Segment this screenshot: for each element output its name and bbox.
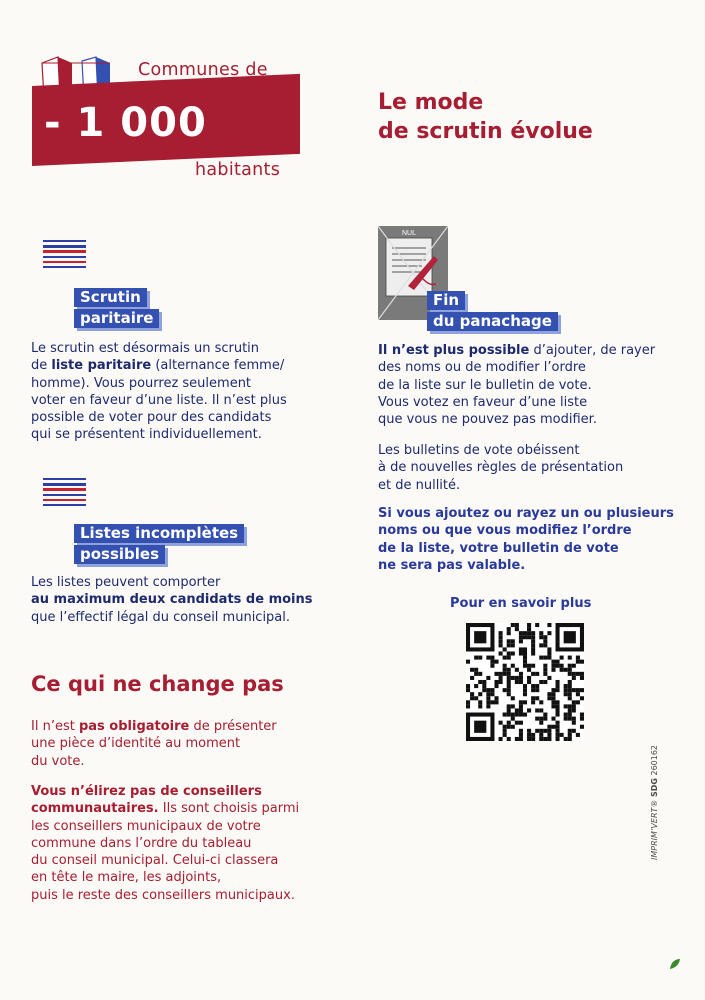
page-title	[378, 88, 678, 146]
page-title-line1: Le mode	[378, 90, 484, 115]
text-line: qui se présentent individuellement.	[31, 427, 262, 443]
section-title-unchanged: Ce qui ne change pas	[31, 672, 284, 696]
text-line: les conseillers municipaux de votre	[31, 818, 261, 834]
text-line: voter en faveur d’une liste. Il n’est plus	[31, 392, 287, 408]
header-top-label: Communes de	[138, 60, 268, 80]
text-line: du conseil municipal. Celui-ci classera	[31, 853, 279, 869]
tag-listes-incompletes	[74, 524, 244, 566]
header-number: - 1 000	[44, 100, 207, 146]
text-line: de liste paritaire (alternance femme/	[31, 358, 285, 374]
text-line: Il n’est pas obligatoire de présenter	[31, 719, 277, 734]
text-line: de la liste sur le bulletin de vote.	[378, 377, 592, 393]
paragraph-bulletins	[378, 442, 678, 494]
text-line: possible de voter pour des candidats	[31, 410, 272, 426]
text-line: puis le reste des conseillers municipaux.	[31, 887, 295, 903]
text-line: que vous ne pouvez pas modifier.	[378, 412, 597, 428]
text-line: ne sera pas valable.	[378, 557, 526, 573]
text-line: Les listes peuvent comporter	[31, 575, 221, 590]
paragraph-identite	[31, 718, 331, 770]
paragraph-warning	[378, 505, 678, 574]
imprim-vert-label	[650, 744, 659, 860]
paragraph-scrutin	[31, 340, 331, 444]
leaf-icon	[669, 958, 681, 970]
text-line: Le scrutin est désormais un scrutin	[31, 341, 260, 356]
text-line: Si vous ajoutez ou rayez un ou plusieurs	[378, 506, 674, 521]
text-line: de la liste, votre bulletin de vote	[378, 540, 619, 556]
text-line: noms ou que vous modifiez l’ordre	[378, 523, 632, 539]
header-bottom-label: habitants	[195, 160, 281, 180]
text-line: en tête le maire, les adjoints,	[31, 870, 222, 886]
tag-line: Fin	[427, 291, 465, 310]
code-number: 260162	[650, 744, 659, 776]
tag-fin-panachage	[427, 291, 558, 333]
text-line: à de nouvelles règles de présentation	[378, 460, 624, 476]
tag-line: paritaire	[74, 309, 159, 328]
page-title-line2: de scrutin évolue	[378, 119, 593, 144]
qr-code-icon[interactable]	[466, 623, 584, 741]
paragraph-listes	[31, 574, 331, 626]
learn-more-label: Pour en savoir plus	[450, 596, 592, 611]
paragraph-conseillers	[31, 783, 331, 904]
imprim-text: IMPRIM’VERT®	[650, 799, 659, 860]
text-line: communautaires. Ils sont choisis parmi	[31, 801, 300, 817]
text-line: Il n’est plus possible d’ajouter, de rayer	[378, 343, 656, 358]
text-line: des noms ou de modifier l’ordre	[378, 360, 586, 376]
text-line: homme). Vous pourrez seulement	[31, 375, 252, 391]
text-line: du vote.	[31, 753, 85, 769]
tag-scrutin-paritaire	[74, 288, 159, 330]
stripes-icon	[43, 478, 86, 509]
text-line: Vous votez en faveur d’une liste	[378, 394, 588, 410]
ballot-label: NUL	[401, 230, 417, 237]
text-line: Les bulletins de vote obéissent	[378, 443, 580, 458]
tag-line: Listes incomplètes	[74, 524, 244, 543]
code-bold: SDG	[650, 778, 659, 798]
text-line: Vous n’élirez pas de conseillers	[31, 784, 262, 799]
tag-line: du panachage	[427, 312, 558, 331]
text-line: que l’effectif légal du conseil municipal.	[31, 609, 291, 625]
stripes-icon	[43, 240, 86, 271]
paragraph-panachage	[378, 342, 678, 428]
tag-line: Scrutin	[74, 288, 147, 307]
text-line: une pièce d’identité au moment	[31, 736, 241, 752]
text-line: commune dans l’ordre du tableau	[31, 835, 252, 851]
text-line: et de nullité.	[378, 477, 461, 493]
text-line: au maximum deux candidats de moins	[31, 592, 313, 608]
tag-line: possibles	[74, 545, 165, 564]
